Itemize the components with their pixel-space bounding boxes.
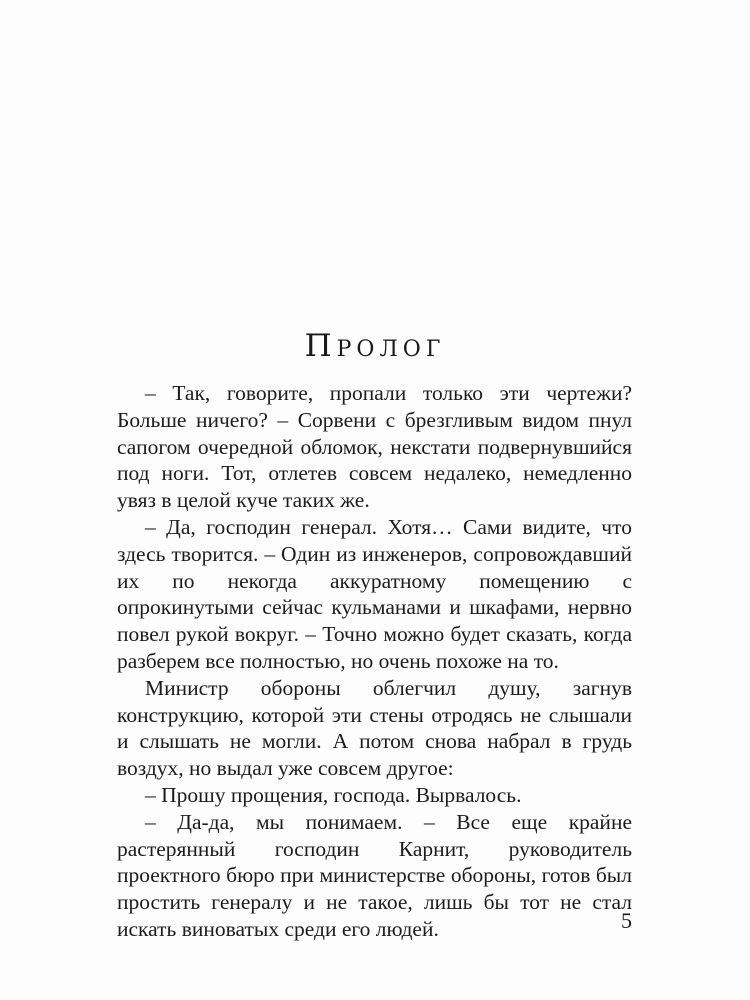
- page-number: 5: [621, 908, 632, 933]
- paragraph: – Да-да, мы понимаем. – Все еще крайне растерянный господин Карнит, руководитель проектного бюро при министерстве обороны, готов был простить генералу и не такое, лишь бы тот не стал искать виноватых среди его людей.: [117, 809, 632, 941]
- paragraph: – Прошу прощения, господа. Вырвалось.: [145, 782, 522, 807]
- paragraph: Министр обороны облегчил душу, загнув конструкцию, которой эти стены отродясь не слышали и слышать не могли. А потом снова набрал в грудь воздух, но выдал уже совсем другое:: [117, 675, 632, 781]
- paragraph: – Так, говорите, пропали только эти чертежи? Больше ничего? – Сорвени с брезгливым видом пнул сапогом очередной обломок, некстати подвернувшийся под ноги. Тот, отлетев совсем недалеко, немедленно увяз в целой куче таких же.: [117, 381, 632, 513]
- paragraph: – Да, господин генерал. Хотя… Сами видите, что здесь творится. – Один из инженеров, сопровождавший их по некогда аккуратному помещению с опрокинутыми сейчас кульманами и шкафами, нервно повел рукой вокруг. – Точно можно будет сказать, когда разберем все полностью, но очень похоже на то.: [117, 514, 632, 673]
- chapter-title: Пролог: [304, 328, 446, 364]
- chapter-body: [117, 380, 632, 943]
